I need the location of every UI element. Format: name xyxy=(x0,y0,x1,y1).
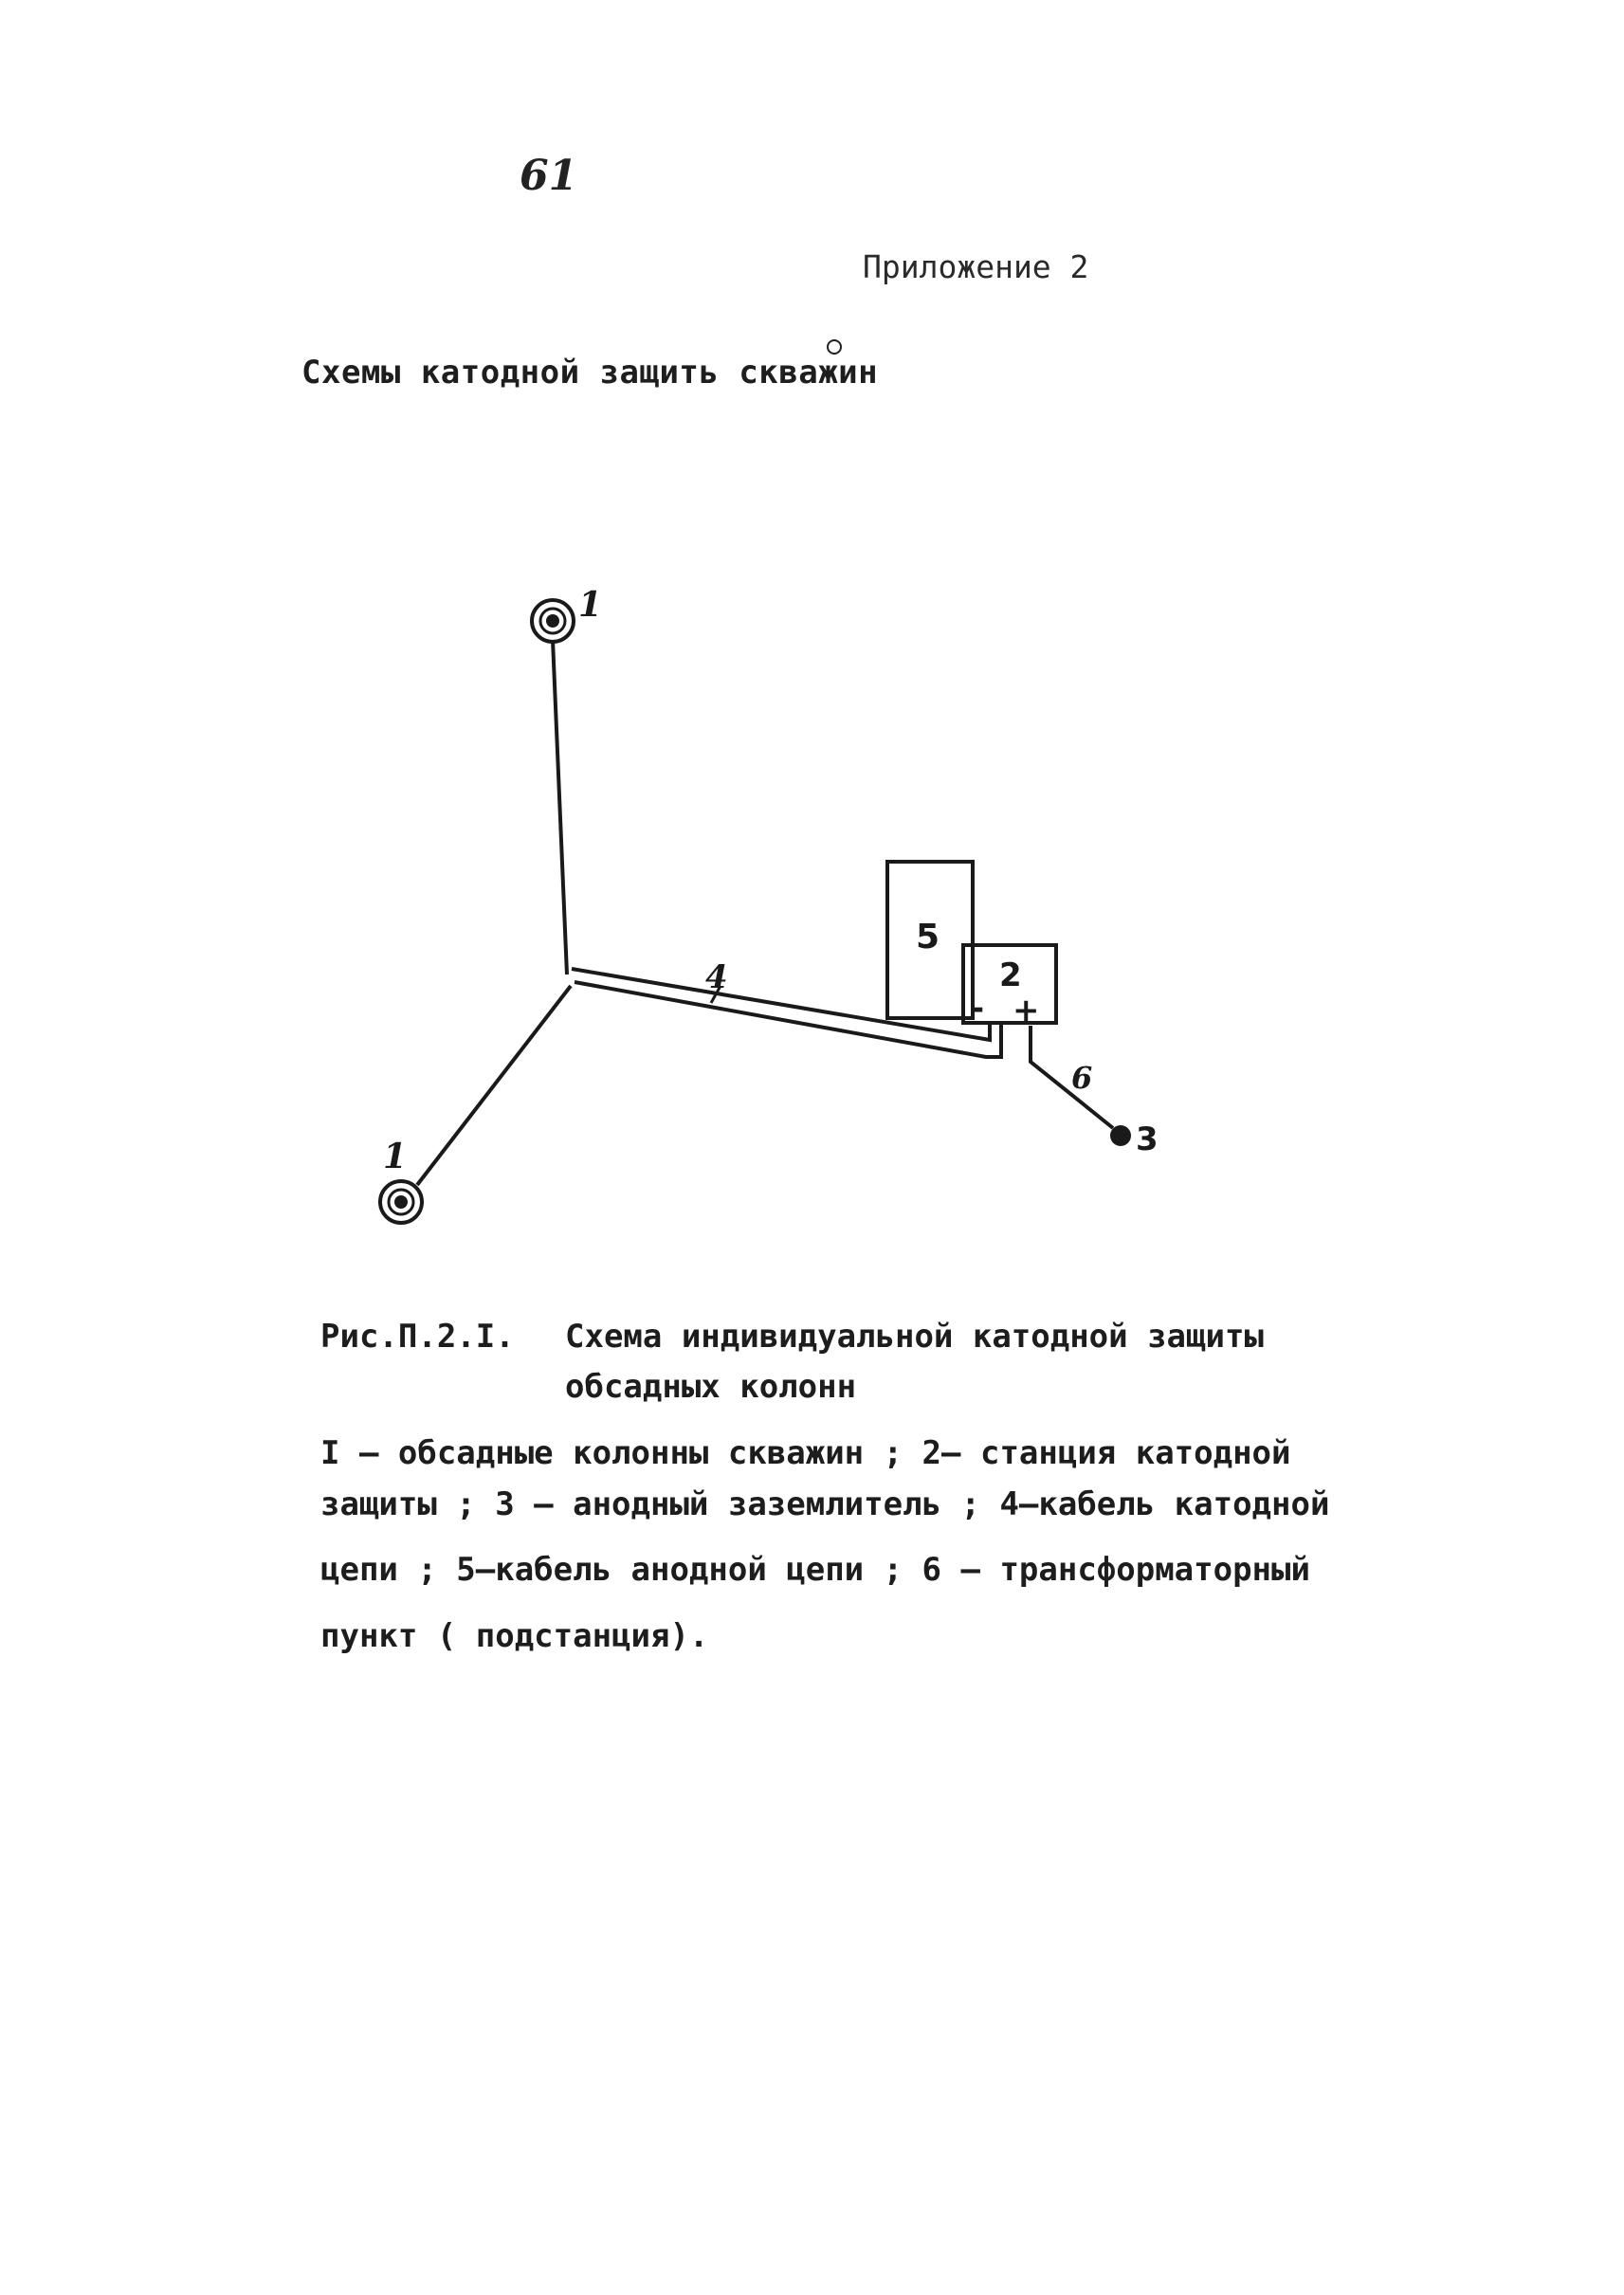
well-bottom-label: 1 xyxy=(383,1137,408,1176)
cable-box-label: 5 xyxy=(916,918,940,956)
station-label: 2 xyxy=(999,956,1022,994)
cathode-cable-outer xyxy=(572,969,990,1040)
figure-number: Рис.П.2.I. xyxy=(320,1318,515,1356)
legend-line-1: I – обсадные колонны скважин ; 2– станция катодной xyxy=(320,1434,1291,1472)
plus-sign: + xyxy=(1013,992,1040,1029)
section-heading: Схемы катодной защить скважин xyxy=(301,354,879,392)
legend-line-2: защиты ; 3 – анодный заземлитель ; 4–кабель катодной xyxy=(320,1485,1330,1523)
well-top-label: 1 xyxy=(578,585,603,625)
minus-sign: - xyxy=(971,990,985,1028)
anode-ground xyxy=(1110,1125,1131,1146)
appendix-label: Приложение 2 xyxy=(863,248,1089,285)
page-number: 61 xyxy=(520,152,578,200)
legend-line-3: цепи ; 5–кабель анодной цепи ; 6 – трансформаторный xyxy=(320,1551,1310,1589)
cathode-cable-label: 4 xyxy=(705,958,728,996)
legend-line-4: пункт ( подстанция). xyxy=(320,1617,709,1655)
anode-label: 3 xyxy=(1136,1120,1159,1158)
well-top xyxy=(532,600,574,642)
well-bottom xyxy=(380,1181,422,1223)
well-bottom-cable xyxy=(417,986,571,1185)
caption-line-2: обсадных колонн xyxy=(565,1368,857,1406)
well-top-cable xyxy=(553,640,567,974)
caption-line-1: Схема индивидуальной катодной защиты xyxy=(565,1318,1264,1356)
transformer-line-label: 6 xyxy=(1071,1060,1093,1096)
